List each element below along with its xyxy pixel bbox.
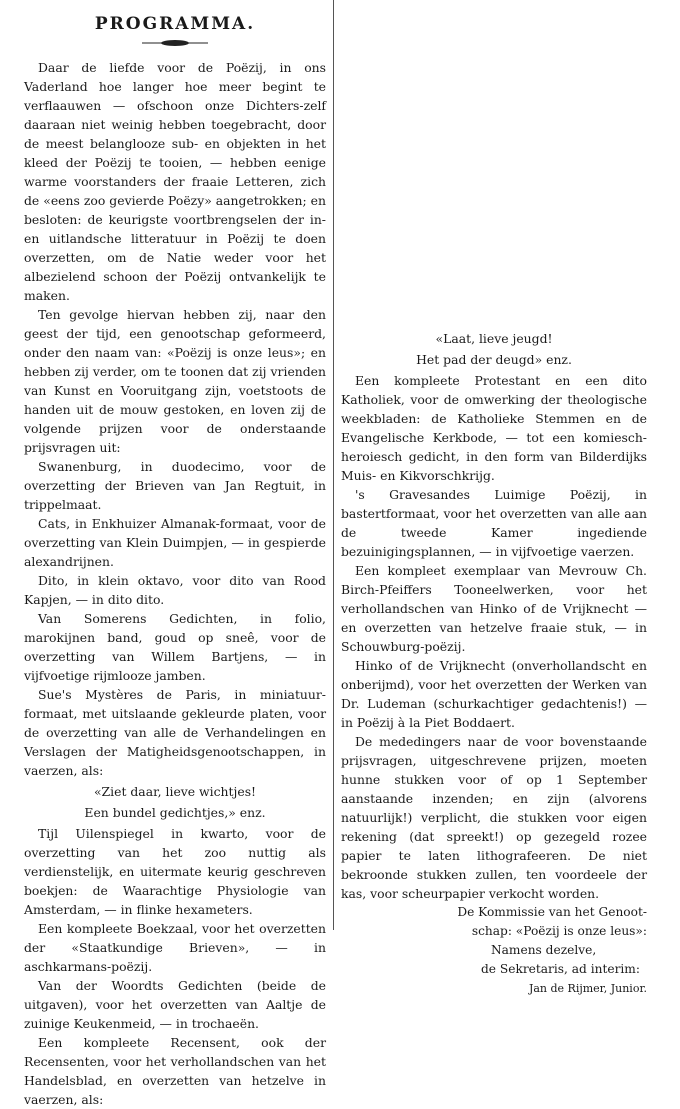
paragraph: Van Somerens Gedichten, in folio, marokijnen band, goud op sneê, voor de overzetting van Willem Bartjens, — in vijfvoetige rijmlooze jamben. xyxy=(24,611,326,683)
verse-line: Het pad der deugd» enz. xyxy=(416,352,572,367)
verse-line: Een bundel gedichtjes,» enz. xyxy=(84,805,266,820)
left-column xyxy=(24,0,326,1109)
paragraph: Ten gevolge hiervan hebben zij, naar den geest der tijd, een genootschap geformeerd, onder den naam van: «Poëzij is onze leus»; en hebben zij verder, om te toonen dat zij vrienden van Kunst en Vooruitgang zijn, voetstoots de handen uit de mouw gestoken, en loven zij de volgende prijzen voor de onderstaande prijsvragen uit: xyxy=(24,307,326,455)
paragraph: Sue's Mystères de Paris, in miniatuur-formaat, met uitslaande gekleurde platen, voor de overzetting van alle de Verhandelingen en Verslagen der Matigheidsgenootschappen, in vaerzen, als: xyxy=(24,687,326,778)
signature-line: De Kommissie van het Genoot- xyxy=(457,905,647,919)
ornament-rule-icon xyxy=(140,38,210,48)
paragraph: Een kompleete Boekzaal, voor het overzetten der «Staatkundige Brieven», — in aschkarmans-poëzij. xyxy=(24,921,326,974)
signature-line: schap: «Poëzij is onze leus»: xyxy=(471,924,647,938)
paragraph: De mededingers naar de voor bovenstaande prijsvragen, uitgeschrevene prijzen, moeten hunne stukken voor of op 1 September aanstaande inzenden; en zijn (alvorens natuurlijk!) verplicht, die stukken voor eigen rekening (dat spreekt!) op gezegeld rozee papier te laten lithografeeren. De niet bekroonde stukken zullen, ten voordeele der kas, voor scheurpapier verkocht worden. xyxy=(341,734,647,901)
paragraph: Swanenburg, in duodecimo, voor de overzetting der Brieven van Jan Regtuit, in trippelmaat. xyxy=(24,459,326,512)
verse-line: «Ziet daar, lieve wichtjes! xyxy=(93,784,257,799)
signature-line: de Sekretaris, ad interim: xyxy=(481,962,640,976)
column-divider xyxy=(333,0,334,930)
paragraph: Daar de liefde voor de Poëzij, in ons Vaderland hoe langer hoe meer begint te verflaauwen — ofschoon onze Dichters-zelf daaraan niet weinig hebben toegebracht, door de meest belanglooze sub- en objekten in het kleed der Poëzij te tooien, — hebben eenige warme voorstanders der fraaie Letteren, zich de «eens zoo gevierde Poëzy» aangetrokken; en besloten: de keurigste voortbrengselen der in- en uitlandsche litteratuur in Poëzij te doen overzetten, om de Natie weder voor het albezielend schoon der Poëzij ontvankelijk te maken. xyxy=(24,60,326,303)
signature-name: Jan de Rijmer, Junior. xyxy=(528,982,647,995)
verse-line: «Laat, lieve jeugd! xyxy=(435,331,553,346)
signature-line: Namens dezelve, xyxy=(491,943,597,957)
paragraph: Een kompleete Protestant en een dito Katholiek, voor de omwerking der theologische weekbladen: de Katholieke Stemmen en de Evangelische Kerkbode, — tot een komiesch-heroiesch gedicht, in den form van Bilderdijks Muis- en Kikvorschkrijg. xyxy=(341,373,647,483)
paragraph: Cats, in Enkhuizer Almanak-formaat, voor de overzetting van Klein Duimpjen, — in gespierde alexandrijnen. xyxy=(24,516,326,569)
paragraph: 's Gravesandes Luimige Poëzij, in bastertformaat, voor het overzetten van alle aan de tweede Kamer ingediende bezuinigingsplannen, — in vijfvoetige vaerzen. xyxy=(341,487,647,559)
paragraph: Hinko of de Vrijknecht (onverhollandscht en onberijmd), voor het overzetten der Werken van Dr. Ludeman (schurkachtiger gedachtenis!) — in Poëzij à la Piet Boddaert. xyxy=(341,658,647,730)
paragraph: Tijl Uilenspiegel in kwarto, voor de overzetting van het zoo nuttig als verdienstelijk, en uitermate keurig geschreven boekjen: de Waarachtige Physiologie van Amsterdam, — in flinke hexameters. xyxy=(24,826,326,917)
paragraph: Een kompleet exemplaar van Mevrouw Ch. Birch-Pfeiffers Tooneelwerken, voor het verhollandschen van Hinko of de Vrijknecht — en overzetten van hetzelve fraaie stuk, — in Schouwburg-poëzij. xyxy=(341,563,647,654)
paragraph: Van der Woordts Gedichten (beide de uitgaven), voor het overzetten van Aaltje de zuinige Keukenmeid, — in trochaeën. xyxy=(24,978,326,1031)
paragraph: Een kompleete Recensent, ook der Recensenten, voor het verhollandschen van het Handelsblad, en overzetten van hetzelve in vaerzen, als: xyxy=(24,1035,326,1107)
page-title: PROGRAMMA. xyxy=(94,14,256,34)
paragraph: Dito, in klein oktavo, voor dito van Rood Kapjen, — in dito dito. xyxy=(24,573,326,607)
right-column xyxy=(341,327,647,998)
